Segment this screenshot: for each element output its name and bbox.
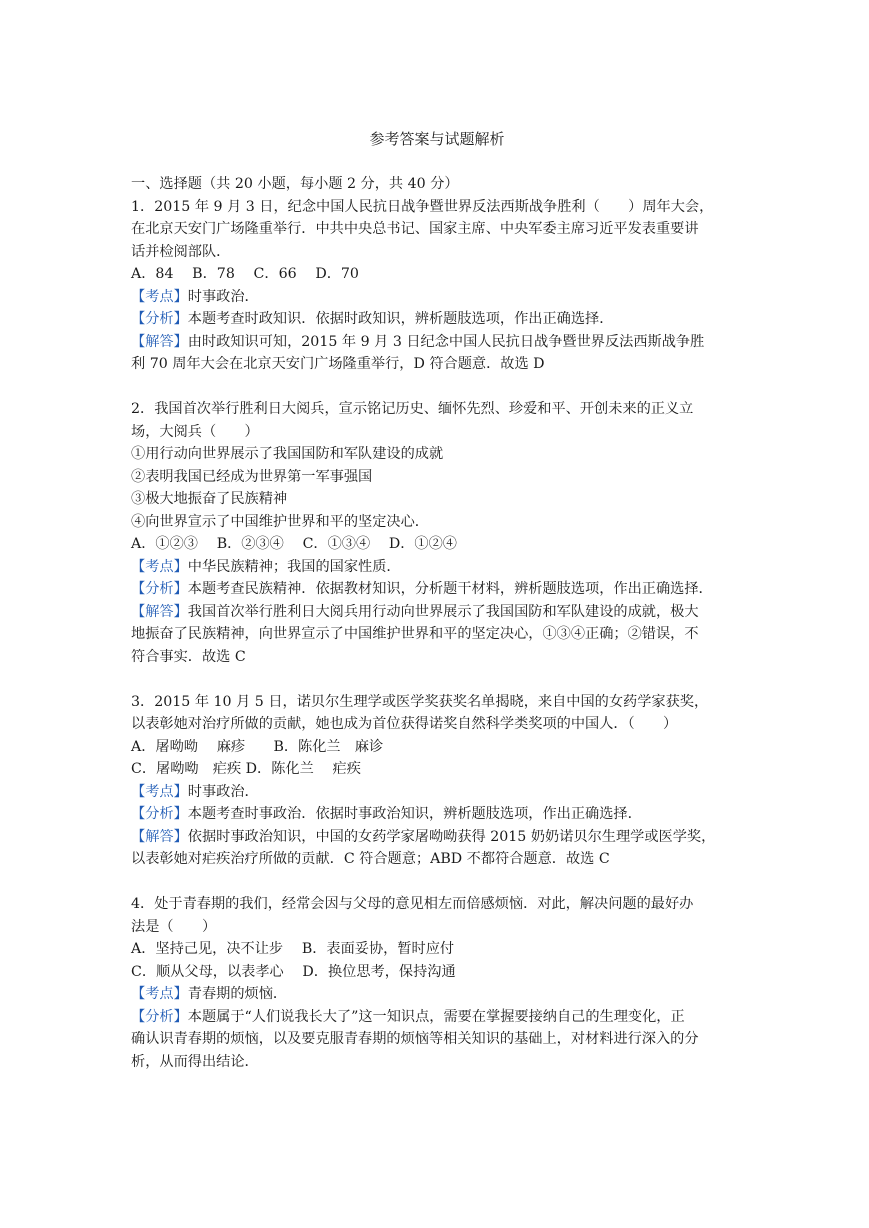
kaodian-tag: 【考点】 — [131, 783, 188, 800]
jieda-text: 由时政知识可知，2015 年 9 月 3 日纪念中国人民抗日战争暨世界反法西斯战争胜 — [187, 333, 705, 350]
statement-item: ②表明我国已经成为世界第一军事强国 — [131, 468, 373, 485]
jieda-row — [131, 331, 743, 354]
jieda-text: 我国首次举行胜利日大阅兵用行动向世界展示了我国国防和军队建设的成就，极大 — [187, 603, 699, 620]
kaodian-row — [131, 781, 743, 804]
jieda-text-line: 地振奋了民族精神，向世界宣示了中国维护世界和平的坚定决心，①③④正确；②错误，不 — [131, 626, 699, 642]
answer-options: A．屠呦呦 麻疹 B．陈化兰 麻诊 — [131, 738, 384, 755]
page-title: 参考答案与试题解析 — [369, 130, 505, 148]
question-stem-line: 场，大阅兵（ ） — [131, 423, 259, 440]
jieda-tag: 【解答】 — [131, 828, 188, 845]
question-4 — [131, 893, 743, 1073]
kaodian-tag: 【考点】 — [131, 986, 188, 1002]
fenxi-text: 本题属于“人们说我长大了”这一知识点，需要在掌握要接纳自己的生理变化，正 — [187, 1008, 685, 1025]
question-stem-line: 1．2015 年 9 月 3 日，纪念中国人民抗日战争暨世界反法西斯战争胜利（ ）周年大会， — [131, 198, 714, 215]
jieda-text-line: 以表彰她对疟疾治疗所做的贡献．C 符合题意；ABD 不都符合题意．故选 C — [131, 851, 610, 867]
question-stem-line: 在北京天安门广场隆重举行．中共中央总书记、国家主席、中央军委主席习近平发表重要讲 — [131, 221, 699, 237]
statement-item: ①用行动向世界展示了我国国防和军队建设的成就 — [131, 446, 444, 462]
question-stem-line: 话并检阅部队． — [131, 243, 231, 260]
answer-options: A．①②③ B．②③④ C．①③④ D．①②④ — [131, 536, 457, 552]
kaodian-tag: 【考点】 — [131, 558, 188, 575]
question-stem-line: 4．处于青春期的我们，经常会因与父母的意见相左而倍感烦恼．对此，解决问题的最好办 — [131, 896, 694, 912]
fenxi-row — [131, 308, 743, 331]
answer-options: C．顺从父母，以表孝心 D．换位思考，保持沟通 — [131, 963, 456, 980]
kaodian-row — [131, 286, 743, 309]
fenxi-row — [131, 803, 743, 826]
fenxi-row — [131, 578, 743, 601]
document-page — [131, 128, 743, 1073]
answer-options: A．坚持己见，决不让步 B．表面妥协，暂时应付 — [131, 941, 455, 957]
section-heading: 一、选择题（共 20 小题，每小题 2 分，共 40 分） — [131, 176, 459, 192]
statement-item: ③极大地振奋了民族精神 — [131, 491, 288, 507]
question-stem-line: 3．2015 年 10 月 5 日，诺贝尔生理学或医学奖获奖名单揭晓，来自中国的女药学家获奖， — [131, 693, 709, 710]
question-1 — [131, 196, 743, 376]
fenxi-tag: 【分析】 — [131, 1008, 188, 1025]
jieda-tag: 【解答】 — [131, 333, 188, 350]
fenxi-text: 本题考查时事政治．依据时事政治知识，辨析题肢选项，作出正确选择． — [187, 806, 642, 822]
fenxi-text-line: 析，从而得出结论． — [131, 1053, 259, 1070]
jieda-text: 依据时事政治知识，中国的女药学家屠呦呦获得 2015 奶奶诺贝尔生理学或医学奖， — [187, 828, 716, 845]
kaodian-text: 时事政治． — [187, 288, 259, 305]
fenxi-tag: 【分析】 — [131, 311, 188, 327]
fenxi-text: 本题考查民族精神．依据教材知识，分析题干材料，辨析题肢选项，作出正确选择． — [187, 581, 713, 597]
kaodian-tag: 【考点】 — [131, 288, 188, 305]
fenxi-tag: 【分析】 — [131, 806, 188, 822]
kaodian-row — [131, 556, 743, 579]
jieda-tag: 【解答】 — [131, 603, 188, 620]
fenxi-tag: 【分析】 — [131, 581, 188, 597]
question-stem-line: 2．我国首次举行胜利日大阅兵，宣示铭记历史、缅怀先烈、珍爱和平、开创未来的正义立 — [131, 401, 694, 417]
fenxi-text: 本题考查时政知识．依据时政知识，辨析题肢选项，作出正确选择． — [187, 311, 614, 327]
fenxi-row — [131, 1006, 743, 1029]
kaodian-text: 青春期的烦恼． — [187, 986, 288, 1002]
jieda-text-line: 利 70 周年大会在北京天安门广场隆重举行，D 符合题意．故选 D — [131, 356, 545, 372]
question-stem-line: 以表彰她对治疗所做的贡献，她也成为首位获得诺奖自然科学类奖项的中国人．（ ） — [131, 716, 678, 732]
jieda-text-line: 符合事实．故选 C — [131, 648, 246, 665]
question-stem-line: 法是（ ） — [131, 918, 217, 935]
question-3 — [131, 691, 743, 871]
kaodian-text: 中华民族精神；我国的国家性质． — [187, 558, 401, 575]
jieda-row — [131, 826, 743, 849]
kaodian-text: 时事政治． — [187, 783, 259, 800]
fenxi-text-line: 确认识青春期的烦恼，以及要克服青春期的烦恼等相关知识的基础上，对材料进行深入的分 — [131, 1031, 699, 1047]
jieda-row — [131, 601, 743, 624]
question-2 — [131, 398, 743, 668]
answer-options: C．屠呦呦 疟疾 D．陈化兰 疟疾 — [131, 761, 361, 777]
statement-item: ④向世界宣示了中国维护世界和平的坚定决心． — [131, 513, 429, 530]
kaodian-row — [131, 983, 743, 1006]
answer-options: A．84 B．78 C．66 D．70 — [131, 266, 359, 282]
